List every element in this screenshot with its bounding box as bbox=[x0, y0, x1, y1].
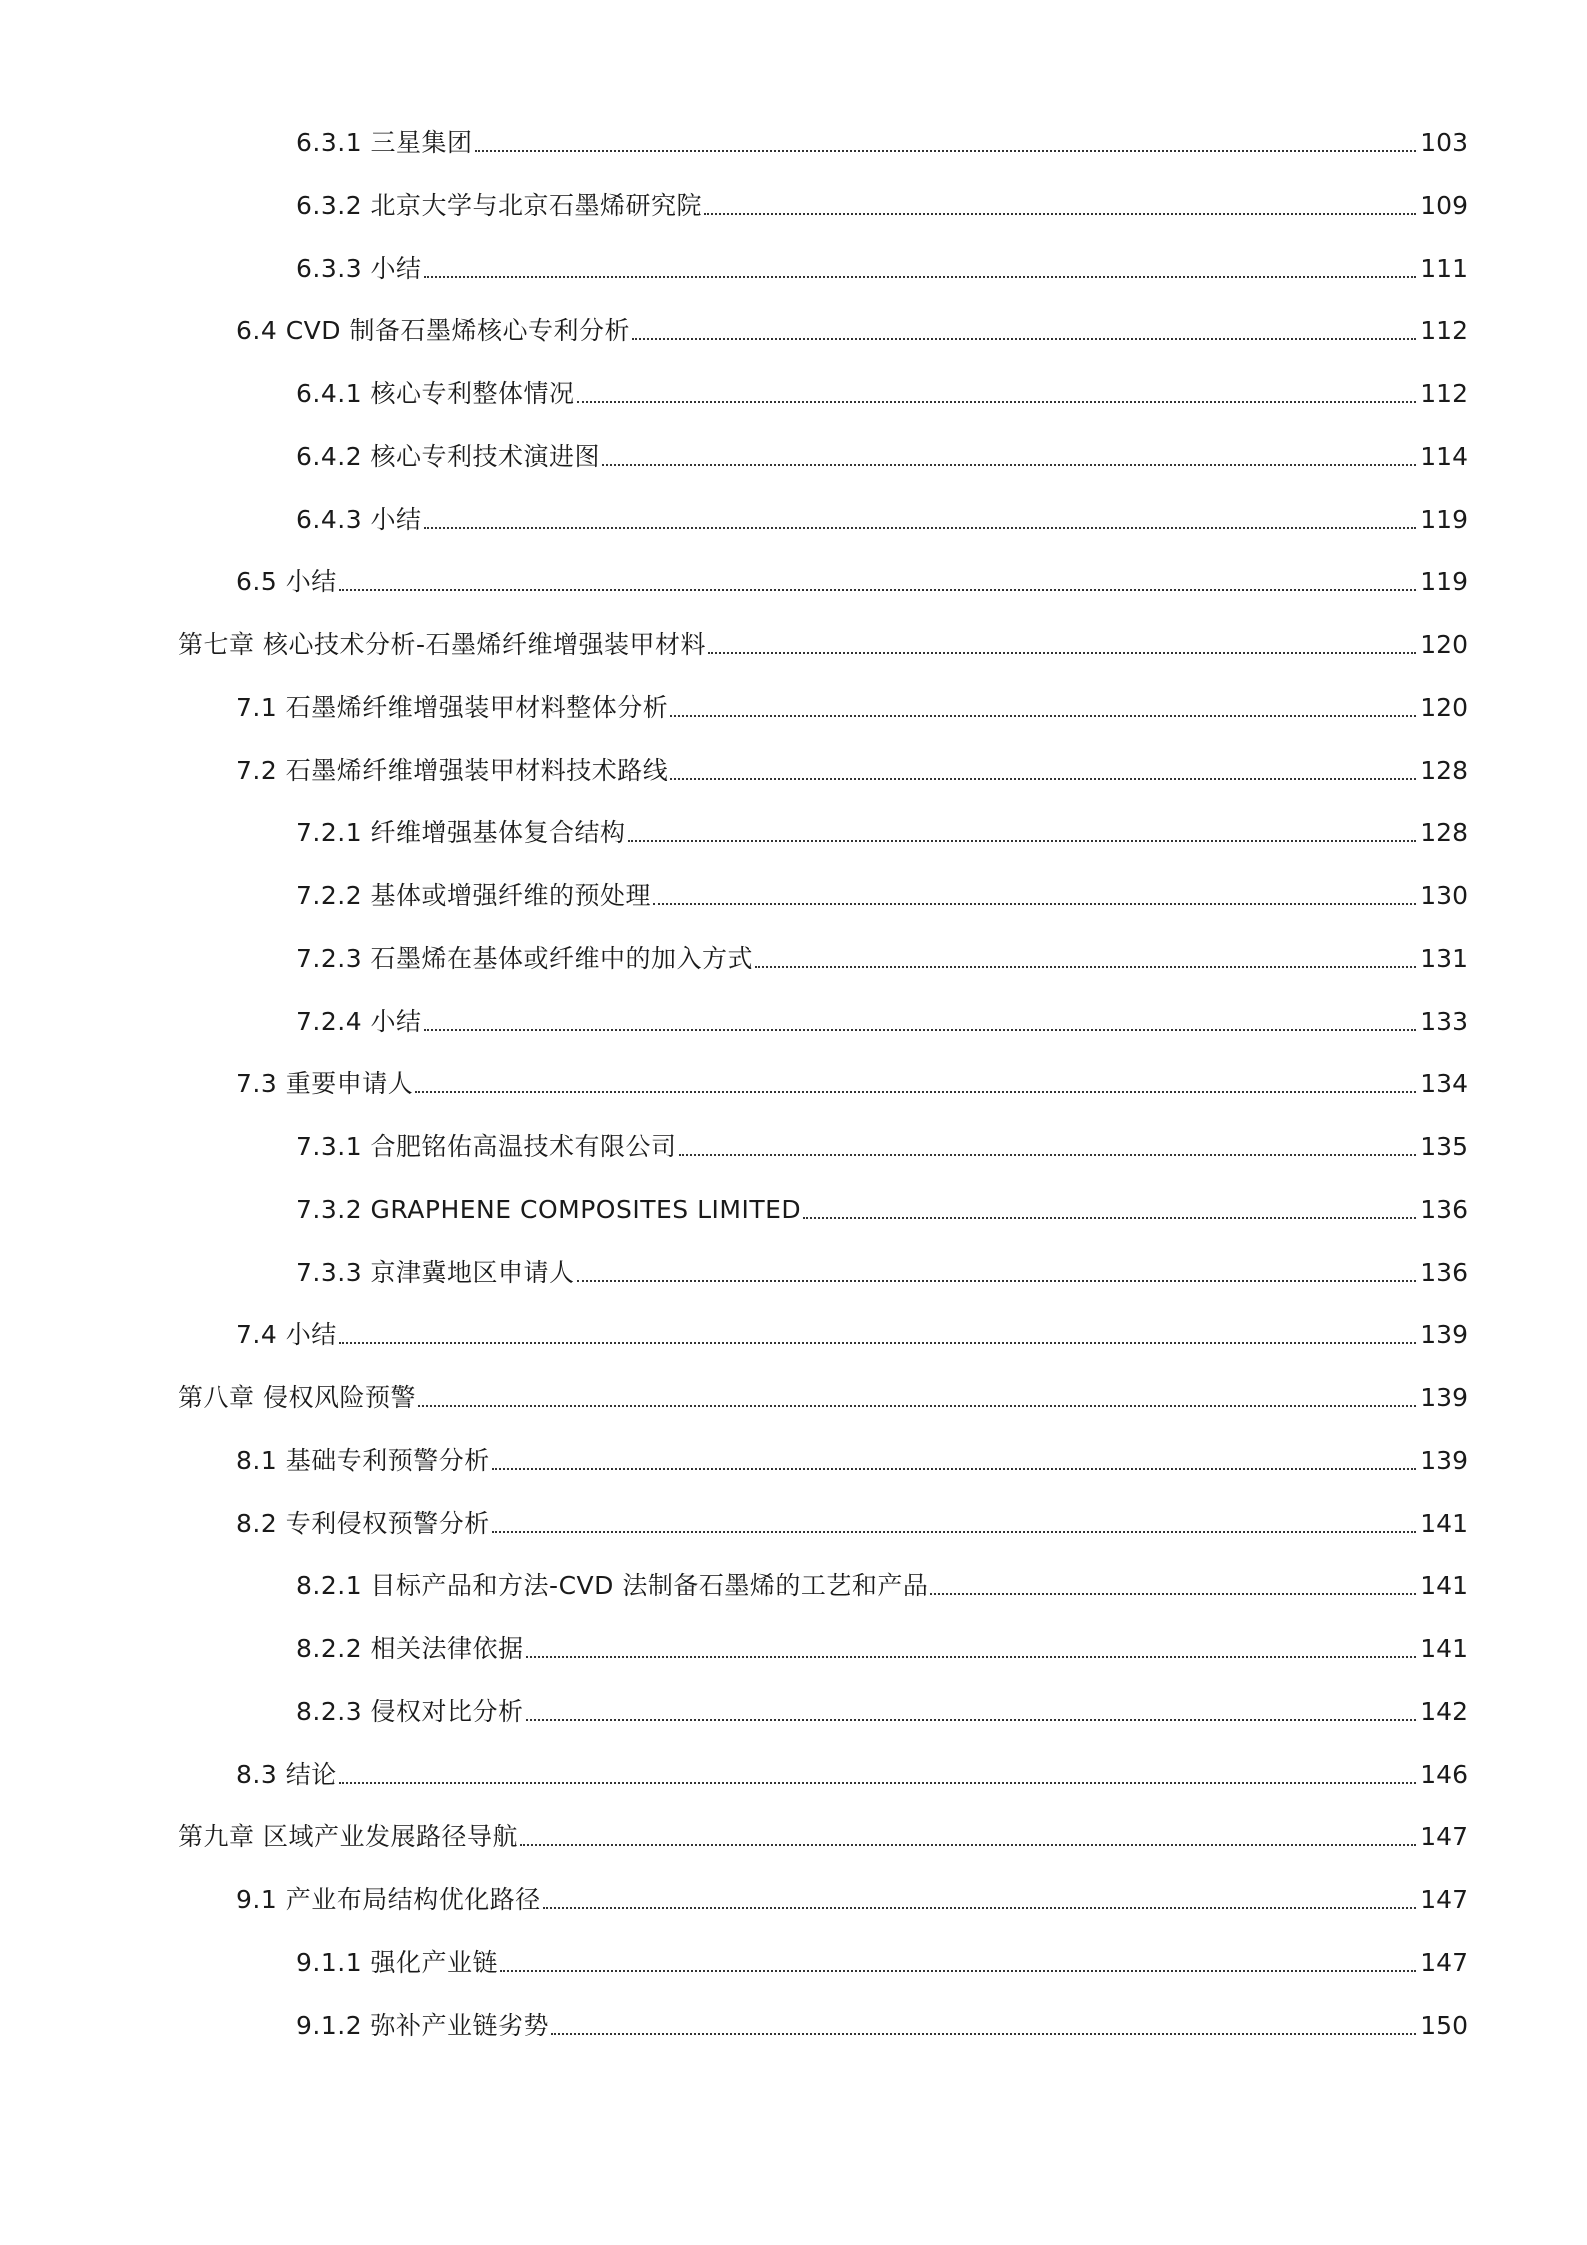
toc-entry[interactable] bbox=[0, 1814, 1587, 1854]
toc-entry-page-number: 109 bbox=[1420, 190, 1468, 220]
toc-entry-page-number: 133 bbox=[1420, 1006, 1468, 1036]
toc-entry-page-number: 136 bbox=[1420, 1257, 1468, 1287]
toc-entry-page-number: 150 bbox=[1420, 2010, 1468, 2040]
toc-entry-label: 9.1 产业布局结构优化路径 bbox=[236, 1885, 541, 1914]
toc-dot-leader bbox=[492, 1468, 1416, 1470]
toc-entry[interactable] bbox=[0, 1375, 1587, 1415]
toc-entry[interactable] bbox=[0, 1626, 1587, 1666]
toc-entry-page-number: 141 bbox=[1420, 1634, 1468, 1663]
toc-entry[interactable] bbox=[0, 1061, 1587, 1101]
toc-dot-leader bbox=[526, 1656, 1416, 1658]
toc-entry-page-number: 128 bbox=[1420, 818, 1468, 848]
toc-entry-label: 6.5 小结 bbox=[236, 567, 337, 597]
toc-entry-label: 6.4 CVD 制备石墨烯核心专利分析 bbox=[236, 316, 630, 346]
toc-entry-page-number: 139 bbox=[1420, 1445, 1468, 1475]
toc-entry[interactable] bbox=[0, 1312, 1587, 1352]
toc-entry-page-number: 131 bbox=[1420, 943, 1468, 973]
toc-entry-label: 8.2.2 相关法律依据 bbox=[296, 1634, 524, 1663]
toc-dot-leader bbox=[708, 652, 1416, 654]
toc-entry-label: 7.2.4 小结 bbox=[296, 1006, 422, 1036]
toc-entry-label: 7.4 小结 bbox=[236, 1320, 337, 1350]
toc-entry-page-number: 119 bbox=[1420, 504, 1468, 534]
toc-dot-leader bbox=[577, 401, 1416, 403]
toc-entry-label: 7.1 石墨烯纤维增强装甲材料整体分析 bbox=[236, 692, 669, 722]
toc-entry[interactable] bbox=[0, 371, 1587, 411]
toc-entry-page-number: 114 bbox=[1420, 441, 1468, 471]
toc-entry-page-number: 139 bbox=[1420, 1383, 1468, 1412]
toc-dot-leader bbox=[424, 527, 1416, 529]
toc-entry-label: 9.1.2 弥补产业链劣势 bbox=[296, 2010, 550, 2040]
toc-entry-label: 8.2.3 侵权对比分析 bbox=[296, 1696, 524, 1726]
toc-entry-page-number: 112 bbox=[1420, 316, 1468, 346]
toc-entry-page-number: 142 bbox=[1420, 1696, 1468, 1726]
toc-dot-leader bbox=[602, 464, 1416, 466]
toc-entry-page-number: 147 bbox=[1420, 1822, 1468, 1852]
toc-entry-label: 第八章 侵权风险预警 bbox=[178, 1383, 416, 1412]
toc-dot-leader bbox=[424, 1029, 1416, 1031]
toc-dot-leader bbox=[551, 2033, 1416, 2035]
toc-entry[interactable] bbox=[0, 183, 1587, 223]
toc-dot-leader bbox=[418, 1405, 1416, 1407]
toc-entry-label: 第九章 区域产业发展路径导航 bbox=[178, 1822, 518, 1852]
toc-dot-leader bbox=[339, 589, 1416, 591]
toc-entry[interactable] bbox=[0, 936, 1587, 976]
toc-entry-page-number: 139 bbox=[1420, 1320, 1468, 1350]
toc-entry-page-number: 120 bbox=[1420, 630, 1468, 659]
toc-entry[interactable] bbox=[0, 1689, 1587, 1729]
toc-entry[interactable] bbox=[0, 308, 1587, 348]
toc-entry-page-number: 119 bbox=[1420, 567, 1468, 597]
toc-entry[interactable] bbox=[0, 1250, 1587, 1290]
toc-entry-page-number: 112 bbox=[1420, 379, 1468, 408]
toc-entry[interactable] bbox=[0, 622, 1587, 662]
toc-entry-page-number: 147 bbox=[1420, 1885, 1468, 1914]
toc-entry[interactable] bbox=[0, 497, 1587, 537]
toc-entry-page-number: 134 bbox=[1420, 1069, 1468, 1099]
toc-dot-leader bbox=[543, 1907, 1416, 1909]
toc-entry-page-number: 141 bbox=[1420, 1571, 1468, 1601]
toc-dot-leader bbox=[526, 1719, 1416, 1721]
toc-entry[interactable] bbox=[0, 120, 1587, 160]
toc-entry[interactable] bbox=[0, 1940, 1587, 1980]
toc-dot-leader bbox=[653, 903, 1416, 905]
toc-dot-leader bbox=[803, 1217, 1416, 1219]
toc-entry-label: 8.3 结论 bbox=[236, 1759, 337, 1789]
toc-entry-page-number: 128 bbox=[1420, 755, 1468, 785]
toc-entry[interactable] bbox=[0, 873, 1587, 913]
toc-dot-leader bbox=[520, 1844, 1416, 1846]
toc-entry[interactable] bbox=[0, 1877, 1587, 1917]
toc-entry[interactable] bbox=[0, 685, 1587, 725]
toc-entry[interactable] bbox=[0, 1752, 1587, 1792]
toc-entry-page-number: 135 bbox=[1420, 1132, 1468, 1161]
toc-entry-label: 9.1.1 强化产业链 bbox=[296, 1947, 499, 1977]
toc-entry-page-number: 141 bbox=[1420, 1508, 1468, 1538]
toc-entry[interactable] bbox=[0, 434, 1587, 474]
toc-dot-leader bbox=[339, 1782, 1416, 1784]
toc-entry-page-number: 146 bbox=[1420, 1759, 1468, 1789]
toc-entry-label: 8.1 基础专利预警分析 bbox=[236, 1445, 490, 1475]
toc-entry[interactable] bbox=[0, 1187, 1587, 1227]
toc-entry[interactable] bbox=[0, 748, 1587, 788]
toc-entry-page-number: 130 bbox=[1420, 881, 1468, 910]
toc-entry-label: 7.2.3 石墨烯在基体或纤维中的加入方式 bbox=[296, 943, 754, 973]
toc-dot-leader bbox=[475, 150, 1416, 152]
toc-entry-label: 6.4.2 核心专利技术演进图 bbox=[296, 441, 601, 471]
toc-entry-page-number: 136 bbox=[1420, 1194, 1468, 1224]
toc-entry-page-number: 111 bbox=[1420, 253, 1468, 283]
toc-entry-label: 7.3.2 GRAPHENE COMPOSITES LIMITED bbox=[296, 1194, 802, 1224]
toc-entry[interactable] bbox=[0, 1501, 1587, 1541]
toc-dot-leader bbox=[492, 1531, 1416, 1533]
toc-entry-label: 6.3.3 小结 bbox=[296, 253, 422, 283]
toc-dot-leader bbox=[704, 213, 1416, 215]
toc-dot-leader bbox=[632, 338, 1416, 340]
toc-entry-label: 7.2.2 基体或增强纤维的预处理 bbox=[296, 881, 652, 910]
toc-entry-page-number: 103 bbox=[1420, 128, 1468, 157]
toc-dot-leader bbox=[670, 715, 1416, 717]
toc-entry[interactable] bbox=[0, 1124, 1587, 1164]
toc-entry[interactable] bbox=[0, 999, 1587, 1039]
toc-dot-leader bbox=[930, 1593, 1416, 1595]
toc-dot-leader bbox=[670, 778, 1416, 780]
toc-dot-leader bbox=[500, 1970, 1416, 1972]
toc-dot-leader bbox=[339, 1342, 1416, 1344]
toc-entry[interactable] bbox=[0, 1438, 1587, 1478]
toc-entry-label: 第七章 核心技术分析-石墨烯纤维增强装甲材料 bbox=[178, 630, 706, 659]
toc-entry-label: 6.3.1 三星集团 bbox=[296, 128, 473, 157]
toc-entry[interactable] bbox=[0, 246, 1587, 286]
toc-dot-leader bbox=[415, 1091, 1416, 1093]
toc-dot-leader bbox=[424, 276, 1416, 278]
toc-entry-label: 7.2.1 纤维增强基体复合结构 bbox=[296, 818, 626, 848]
toc-entry-page-number: 147 bbox=[1420, 1947, 1468, 1977]
toc-entry-label: 6.4.3 小结 bbox=[296, 504, 422, 534]
toc-entry[interactable] bbox=[0, 810, 1587, 850]
toc-dot-leader bbox=[755, 966, 1416, 968]
toc-entry-label: 8.2 专利侵权预警分析 bbox=[236, 1508, 490, 1538]
toc-entry-label: 6.4.1 核心专利整体情况 bbox=[296, 379, 575, 408]
toc-entry[interactable] bbox=[0, 559, 1587, 599]
toc-dot-leader bbox=[628, 840, 1416, 842]
toc-entry-label: 6.3.2 北京大学与北京石墨烯研究院 bbox=[296, 190, 703, 220]
toc-dot-leader bbox=[679, 1154, 1416, 1156]
toc-dot-leader bbox=[577, 1280, 1416, 1282]
toc-entry-label: 7.2 石墨烯纤维增强装甲材料技术路线 bbox=[236, 755, 669, 785]
toc-entry[interactable] bbox=[0, 2003, 1587, 2043]
toc-entry-page-number: 120 bbox=[1420, 692, 1468, 722]
toc-entry-label: 7.3.1 合肥铭佑高温技术有限公司 bbox=[296, 1132, 677, 1161]
toc-entry-label: 7.3 重要申请人 bbox=[236, 1069, 414, 1099]
toc-entry[interactable] bbox=[0, 1563, 1587, 1603]
toc-entry-label: 8.2.1 目标产品和方法-CVD 法制备石墨烯的工艺和产品 bbox=[296, 1571, 929, 1601]
toc-entry-label: 7.3.3 京津冀地区申请人 bbox=[296, 1257, 575, 1287]
